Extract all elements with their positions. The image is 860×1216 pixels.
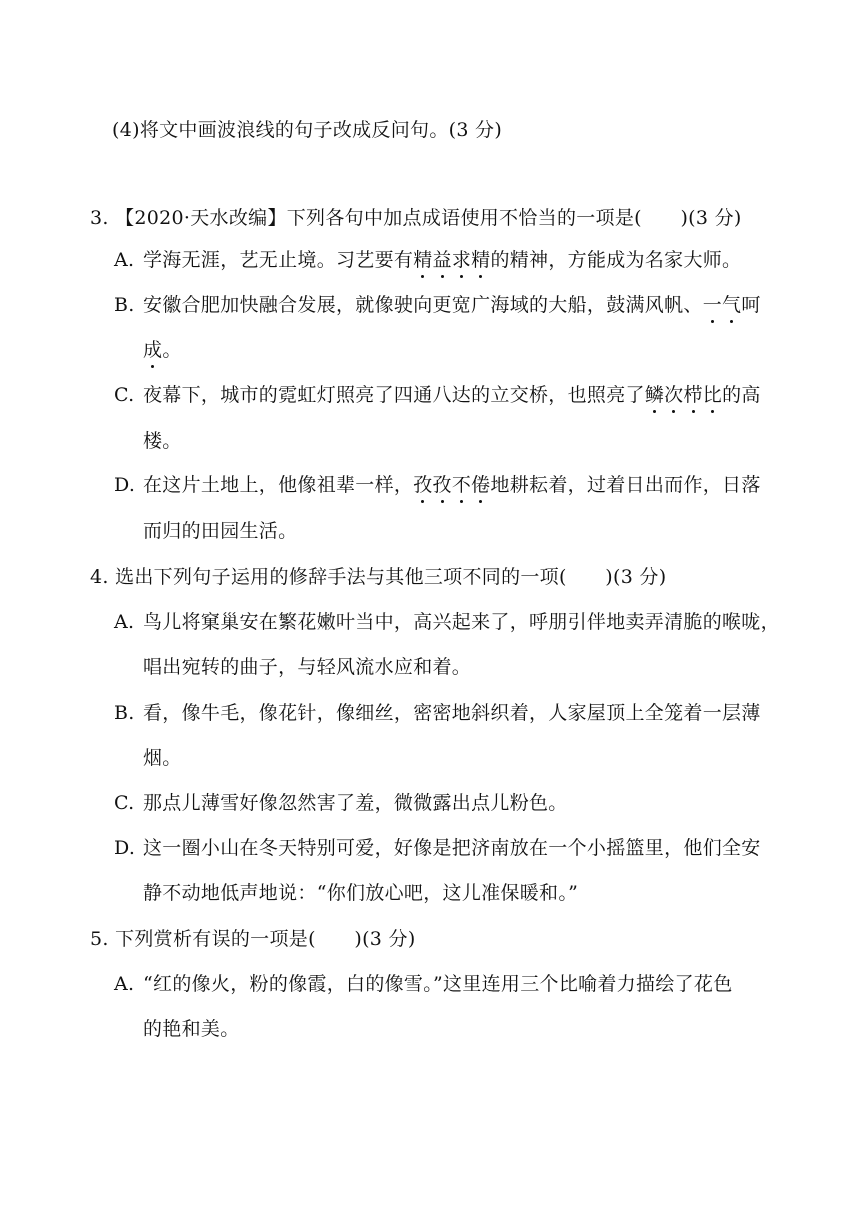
question-4-option-c: C. 那点儿薄雪好像忽然害了羞，微微露出点儿粉色。 [114,792,568,814]
option-label: D. [114,837,136,859]
dotted-idiom [645,384,722,406]
question-4-option-a-continued: 唱出宛转的曲子，与轻风流水应和着。 [143,656,472,678]
emphasis-dot-char: 比 [702,384,723,406]
emphasis-dot-char: 益 [432,249,452,271]
question-3-option-c: C. 夜幕下，城市的霓虹灯照亮了四通八达的立交桥，也照亮了鳞次栉比的高 [114,384,761,406]
question-3-option-d-continued: 而归的田园生活。 [143,520,298,542]
option-label: C. [114,384,135,406]
question-4-option-b-continued: 烟。 [143,747,182,769]
option-label: A. [114,973,135,995]
emphasis-dot-char: 精 [413,249,433,271]
question-4-option-a: A. 鸟儿将窠巢安在繁花嫩叶当中，高兴起来了，呼朋引伴地卖弄清脆的喉咙， [114,611,780,633]
option-label: A. [114,611,135,633]
question-5-option-a: A. “红的像火，粉的像霞，白的像雪。”这里连用三个比喻着力描绘了花色 [114,973,733,995]
dotted-idiom [413,474,490,496]
option-label: A. [114,249,135,271]
question-3-option-c-continued: 楼。 [143,430,182,452]
question-3-option-b: B. 安徽合肥加快融合发展，就像驶向更宽广海域的大船，鼓满风帆、一气呵 [114,294,761,316]
emphasis-dot-char: 求 [451,249,472,271]
question-3-stem: 3. 【2020·天水改编】下列各句中加点成语使用不恰当的一项是( )(3 分) [90,207,742,229]
emphasis-dot-char: 次 [664,384,684,406]
emphasis-dot-char: 气 [722,294,742,316]
question-4-option-d: D. 这一圈小山在冬天特别可爱，好像是把济南放在一个小摇篮里，他们全安 [114,837,761,859]
option-label: D. [114,474,136,496]
question-5-option-a-continued: 的艳和美。 [143,1018,240,1040]
emphasis-dot-char: 孜 [413,474,433,496]
emphasis-dot-char: 成 [143,339,163,361]
emphasis-dot-char: 精 [471,249,491,271]
emphasis-dot-char: 鳞 [644,384,665,406]
dotted-idiom [413,249,490,271]
question-4-option-d-continued: 静不动地低声地说：“你们放心吧，这儿准保暖和。” [143,882,579,904]
question-5-stem: 5. 下列赏析有误的一项是( )(3 分) [90,928,416,950]
question-4-stem: 4. 选出下列句子运用的修辞手法与其他三项不同的一项( )(3 分) [90,566,667,588]
emphasis-dot-char: 孜 [432,474,452,496]
question-4-option-b: B. 看，像牛毛，像花针，像细丝，密密地斜织着，人家屋顶上全笼着一层薄 [114,702,761,724]
emphasis-dot-char: 倦 [471,474,491,496]
dotted-idiom [143,339,162,361]
emphasis-dot-char: 不 [451,474,472,496]
question-3-option-d: D. 在这片土地上，他像祖辈一样，孜孜不倦地耕耘着，过着日出而作，日落 [114,474,761,496]
dotted-idiom [703,294,742,316]
option-label: B. [114,294,135,316]
question-3-option-a: A. 学海无涯，艺无止境。习艺要有精益求精的精神，方能成为名家大师。 [114,249,742,271]
option-label: C. [114,792,135,814]
emphasis-dot-char: 栉 [683,384,703,406]
question-3-option-b-continued: 成。 [143,339,182,361]
question-2-4: (4)将文中画波浪线的句子改成反问句。(3 分) [112,119,503,141]
option-label: B. [114,702,135,724]
emphasis-dot-char: 一 [702,294,723,316]
